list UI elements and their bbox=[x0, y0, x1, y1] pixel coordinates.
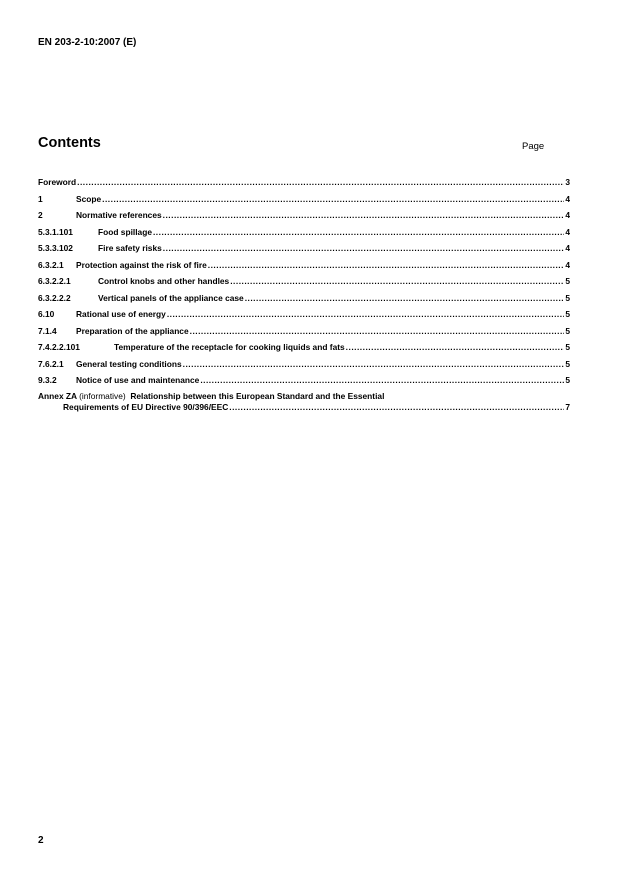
toc-entry-page: 5 bbox=[565, 325, 570, 336]
toc-entry-page: 5 bbox=[565, 342, 570, 352]
toc-entry-title: Foreword bbox=[38, 177, 77, 187]
toc-entry-number: 7.4.2.2.101 bbox=[38, 342, 80, 352]
document-id-header: EN 203-2-10:2007 (E) bbox=[38, 37, 137, 48]
dot-leader bbox=[153, 226, 564, 239]
page-column-label: Page bbox=[522, 141, 545, 152]
dot-leader bbox=[229, 402, 564, 413]
toc-entry-page: 5 bbox=[565, 276, 570, 286]
toc-entry-title: Preparation of the appliance bbox=[76, 325, 189, 336]
page-number: 2 bbox=[38, 835, 44, 846]
dot-leader bbox=[190, 325, 565, 338]
dot-leader bbox=[102, 193, 564, 206]
toc-entry-number: 2 bbox=[38, 210, 43, 220]
annex-label: Annex ZA bbox=[38, 390, 77, 401]
toc-entry-title: Scope bbox=[76, 193, 102, 204]
toc-entry-title: Rational use of energy bbox=[76, 309, 166, 319]
dot-leader bbox=[245, 292, 565, 305]
toc-entry-title: Temperature of the receptacle for cooking liquids and fats bbox=[114, 342, 345, 352]
toc-entry-title: Normative references bbox=[76, 210, 162, 220]
toc-entry-number: 7.6.2.1 bbox=[38, 358, 64, 369]
dot-leader bbox=[346, 341, 565, 354]
toc-entry-page: 5 bbox=[565, 292, 570, 303]
toc-entry[interactable] bbox=[38, 358, 570, 371]
toc-entry-page: 4 bbox=[565, 226, 570, 237]
dot-leader bbox=[200, 374, 564, 387]
dot-leader bbox=[163, 209, 565, 222]
toc-entry-number: 6.3.2.1 bbox=[38, 259, 64, 270]
toc-entry-number: 7.1.4 bbox=[38, 325, 57, 336]
toc-entry[interactable] bbox=[38, 259, 570, 272]
annex-page-number: 7 bbox=[565, 401, 570, 412]
toc-entry-page: 4 bbox=[565, 210, 570, 220]
dot-leader bbox=[230, 275, 564, 288]
toc-entry-number: 9.3.2 bbox=[38, 375, 57, 385]
toc-entry-number: 1 bbox=[38, 193, 43, 204]
toc-entry[interactable] bbox=[38, 325, 570, 338]
dot-leader bbox=[163, 242, 565, 255]
table-of-contents bbox=[38, 176, 570, 413]
toc-entry-title: Food spillage bbox=[98, 226, 152, 237]
toc-entry-title: Protection against the risk of fire bbox=[76, 259, 207, 270]
toc-entry[interactable] bbox=[38, 226, 570, 239]
dot-leader bbox=[167, 308, 565, 321]
toc-entry-number: 6.3.2.2.2 bbox=[38, 292, 71, 303]
toc-entry-page: 3 bbox=[565, 177, 570, 187]
toc-entry-title: Notice of use and maintenance bbox=[76, 375, 200, 385]
dot-leader bbox=[77, 176, 564, 189]
annex-informative: (informative) bbox=[79, 390, 126, 401]
toc-entry-page: 4 bbox=[565, 243, 570, 253]
toc-entry[interactable] bbox=[38, 292, 570, 305]
toc-entry-page: 5 bbox=[565, 375, 570, 385]
toc-entry[interactable] bbox=[38, 242, 570, 255]
toc-entry-title: Fire safety risks bbox=[98, 243, 162, 253]
toc-entry-annex-za[interactable] bbox=[38, 391, 570, 413]
toc-entry[interactable] bbox=[38, 374, 570, 387]
dot-leader bbox=[183, 358, 565, 371]
toc-entry[interactable] bbox=[38, 341, 570, 354]
toc-entry-page: 4 bbox=[565, 193, 570, 204]
toc-entry-page: 4 bbox=[565, 259, 570, 270]
toc-entry[interactable] bbox=[38, 308, 570, 321]
dot-leader bbox=[208, 259, 565, 272]
toc-entry-title: Control knobs and other handles bbox=[98, 276, 230, 286]
annex-title-line2: Requirements of EU Directive 90/396/EEC bbox=[63, 401, 229, 412]
toc-entry-number: 5.3.1.101 bbox=[38, 226, 73, 237]
toc-entry-title: General testing conditions bbox=[76, 358, 182, 369]
contents-heading: Contents bbox=[38, 135, 101, 151]
toc-entry-number: 5.3.3.102 bbox=[38, 243, 73, 253]
toc-entry-title: Vertical panels of the appliance case bbox=[98, 292, 244, 303]
toc-entry[interactable] bbox=[38, 176, 570, 189]
annex-title-line1: Relationship between this European Standard and the Essential bbox=[130, 390, 385, 401]
toc-entry[interactable] bbox=[38, 193, 570, 206]
toc-entry-page: 5 bbox=[565, 358, 570, 369]
toc-entry-number: 6.10 bbox=[38, 309, 55, 319]
toc-entry-page: 5 bbox=[565, 309, 570, 319]
toc-entry-number: 6.3.2.2.1 bbox=[38, 276, 71, 286]
toc-entry[interactable] bbox=[38, 275, 570, 288]
toc-entry[interactable] bbox=[38, 209, 570, 222]
